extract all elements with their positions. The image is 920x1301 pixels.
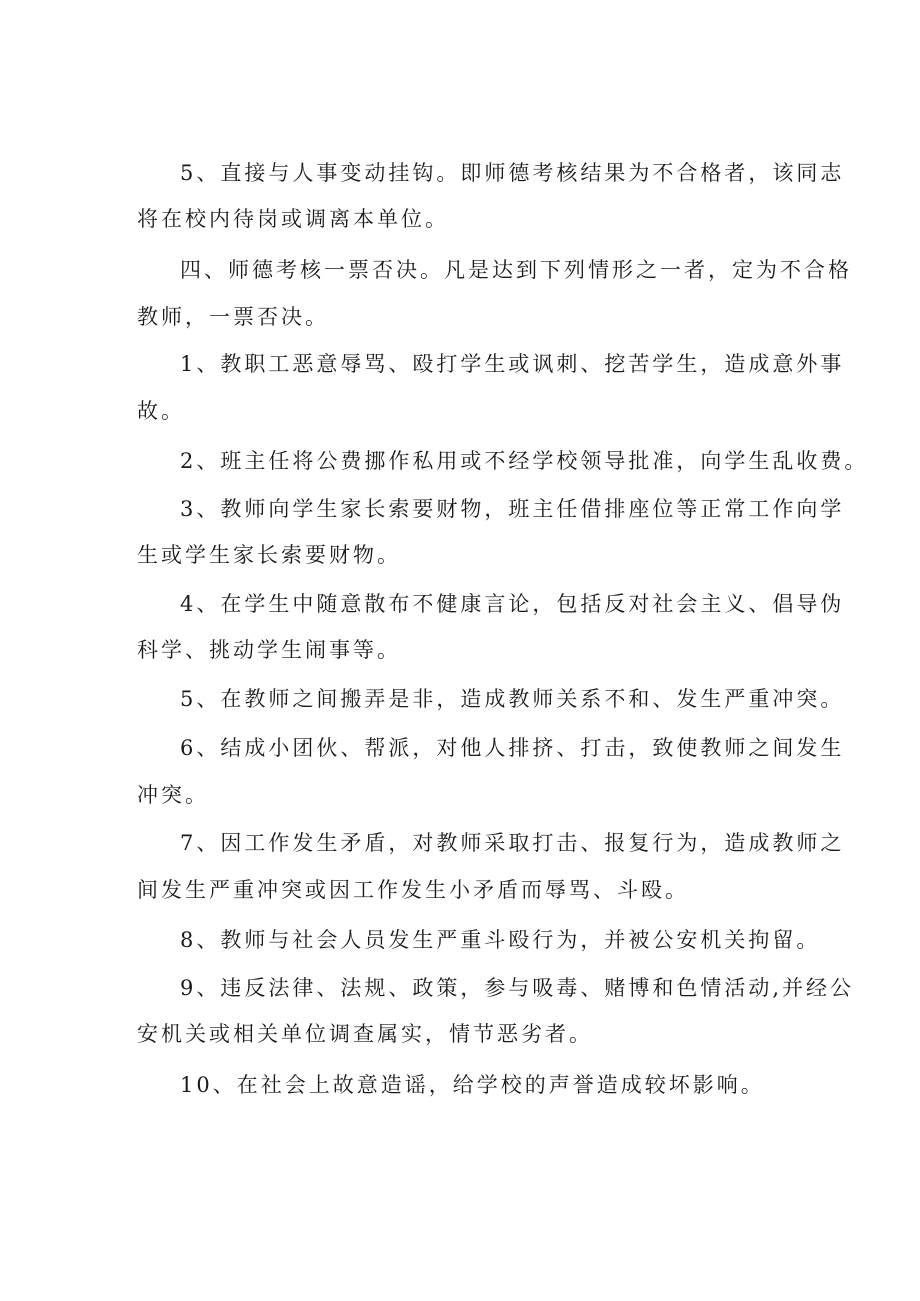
item-10-line-1: 10、在社会上故意造谣，给学校的声誉造成较坏影响。 [180,1073,765,1097]
item-9-line-1: 9、违反法律、法规、政策，参与吸毒、赌博和色情活动,并经公 [180,976,855,1000]
item-1-line-2: 故。 [137,399,185,423]
item-6-line-1: 6、结成小团伙、帮派，对他人排挤、打击，致使教师之间发生 [180,736,845,760]
paragraph-5-direct-link-line-2: 将在校内待岗或调离本单位。 [137,207,449,231]
item-3-line-1: 3、教师向学生家长索要财物，班主任借排座位等正常工作向学 [180,497,845,521]
item-4-line-1: 4、在学生中随意散布不健康言论，包括反对社会主义、倡导伪 [180,592,845,616]
item-2-line-1: 2、班主任将公费挪作私用或不经学校领导批准，向学生乱收费。 [180,449,869,473]
item-5-line-1: 5、在教师之间搬弄是非，造成教师关系不和、发生严重冲突。 [180,687,845,711]
section-4-heading-line-1: 四、师德考核一票否决。凡是达到下列情形之一者，定为不合格 [180,258,852,282]
item-4-line-2: 科学、挑动学生闹事等。 [137,638,401,662]
item-1-line-1: 1、教职工恶意辱骂、殴打学生或讽刺、挖苦学生，造成意外事 [180,352,845,376]
item-6-line-2: 冲突。 [137,783,209,807]
item-9-line-2: 安机关或相关单位调查属实，情节恶劣者。 [137,1022,593,1046]
section-4-heading-line-2: 教师，一票否决。 [137,305,329,329]
paragraph-5-direct-link-line-1: 5、直接与人事变动挂钩。即师德考核结果为不合格者，该同志 [180,161,845,185]
item-7-line-1: 7、因工作发生矛盾，对教师采取打击、报复行为，造成教师之 [180,831,845,855]
item-8-line-1: 8、教师与社会人员发生严重斗殴行为，并被公安机关拘留。 [180,928,821,952]
item-7-line-2: 间发生严重冲突或因工作发生小矛盾而辱骂、斗殴。 [137,878,689,902]
item-3-line-2: 生或学生家长索要财物。 [137,543,401,567]
